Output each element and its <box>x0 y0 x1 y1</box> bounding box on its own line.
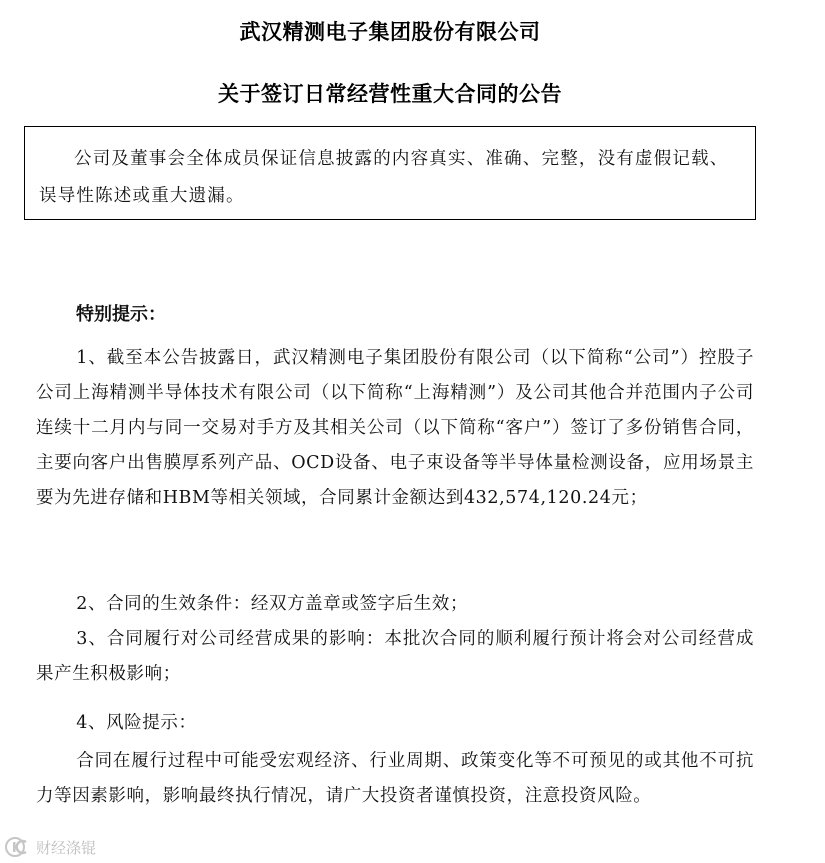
watermark <box>4 836 96 858</box>
board-statement-text: 公司及董事会全体成员保证信息披露的内容真实、准确、完整，没有虚假记载、误导性陈述或重大遗漏。 <box>39 149 729 206</box>
watermark-text: 财经涤锟 <box>36 838 97 857</box>
notice-title: 关于签订日常经营性重大合同的公告 <box>218 82 562 106</box>
board-statement-box <box>24 126 756 220</box>
notice-item-4: 4、风险提示： <box>76 713 197 733</box>
notice-item-1: 1、截至本公告披露日，武汉精测电子集团股份有限公司（以下简称“公司”）控股子公司上海精测半导体技术有限公司（以下简称“上海精测”）及公司其他合并范围内子公司连续十二月内与同一交易对手方及其相关公司（以下简称“客户”）签订了多份销售合同，主要向客户出售膜厚系列产品、OCD设备、电子束设备等半导体量检测设备，应用场景主要为先进存储和HBM等相关领域，合同累计金额达到432,574,120.24元； <box>36 348 754 508</box>
notice-item-3: 3、合同履行对公司经营成果的影响：本批次合同的顺利履行预计将会对公司经营成果产生积极影响； <box>36 629 754 684</box>
special-notice-heading: 特别提示： <box>76 304 166 325</box>
notice-item-2: 2、合同的生效条件：经双方盖章或签字后生效； <box>76 594 469 614</box>
company-title: 武汉精测电子集团股份有限公司 <box>239 20 541 44</box>
risk-description: 合同在履行过程中可能受宏观经济、行业周期、政策变化等不可预见的或其他不可抗力等因素影响，影响最终执行情况，请广大投资者谨慎投资，注意投资风险。 <box>36 751 754 806</box>
ic-logo-icon <box>4 836 32 858</box>
